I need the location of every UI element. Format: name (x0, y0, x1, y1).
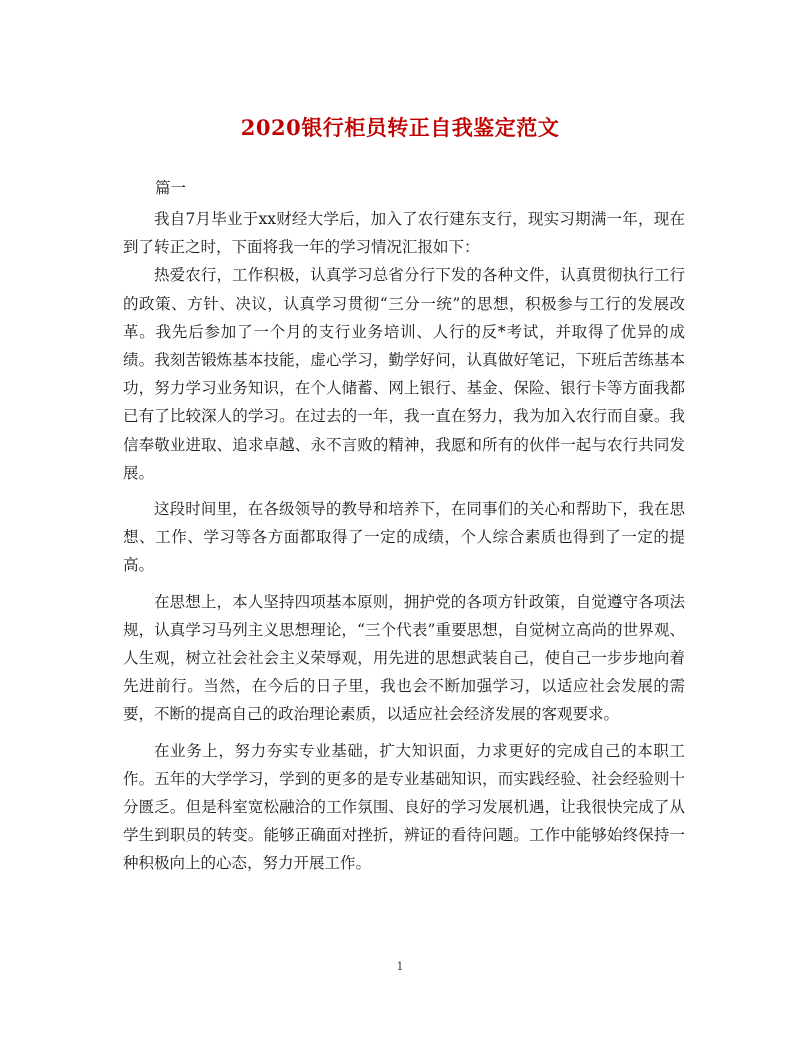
paragraph-intro: 我自7月毕业于xx财经大学后，加入了农行建东支行，现实习期满一年，现在到了转正之时，下面将我一年的学习情况汇报如下： (123, 210, 685, 257)
document-body (123, 205, 685, 878)
paragraph-thought: 在思想上，本人坚持四项基本原则，拥护党的各项方针政策，自觉遵守各项法规，认真学习马列主义思想理论，“三个代表”重要思想，自觉树立高尚的世界观、人生观，树立社会社会主义荣辱观，用先进的思想武装自己，使自己一步步地向着先进前行。当然，在今后的日子里，我也会不断加强学习，以适应社会发展的需要，不断的提高自己的政治理论素质，以适应社会经济发展的客观要求。 (123, 592, 685, 724)
paragraph-business: 在业务上，努力夯实专业基础，扩大知识面，力求更好的完成自己的本职工作。五年的大学学习，学到的更多的是专业基础知识，而实践经验、社会经验则十分匮乏。但是科室宽松融洽的工作氛围、良好的学习发展机遇，让我很快完成了从学生到职员的转变。能够正确面对挫折，辨证的看待问题。工作中能够始终保持一种积极向上的心态，努力开展工作。 (123, 741, 685, 873)
section-label: 篇一 (155, 179, 187, 197)
document-title: 2020银行柜员转正自我鉴定范文 (240, 115, 560, 140)
paragraph-period: 这段时间里，在各级领导的教导和培养下，在同事们的关心和帮助下，我在思想、工作、学习等各方面都取得了一定的成绩，个人综合素质也得到了一定的提高。 (123, 500, 685, 575)
paragraph-love-bank: 热爱农行，工作积极，认真学习总省分行下发的各种文件，认真贯彻执行工行的政策、方针、决议，认真学习贯彻“三分一统”的思想，积极参与工行的发展改革。我先后参加了一个月的支行业务培训、人行的反*考试，并取得了优异的成绩。我刻苦锻炼基本技能，虚心学习，勤学好问，认真做好笔记，下班后苦练基本功，努力学习业务知识，在个人储蓄、网上银行、基金、保险、银行卡等方面我都已有了比较深人的学习。在过去的一年，我一直在努力，我为加入农行而自豪。我信奉敬业进取、追求卓越、永不言败的精神，我愿和所有的伙伴一起与农行共同发展。 (123, 266, 685, 482)
page-number: 1 (396, 960, 404, 973)
